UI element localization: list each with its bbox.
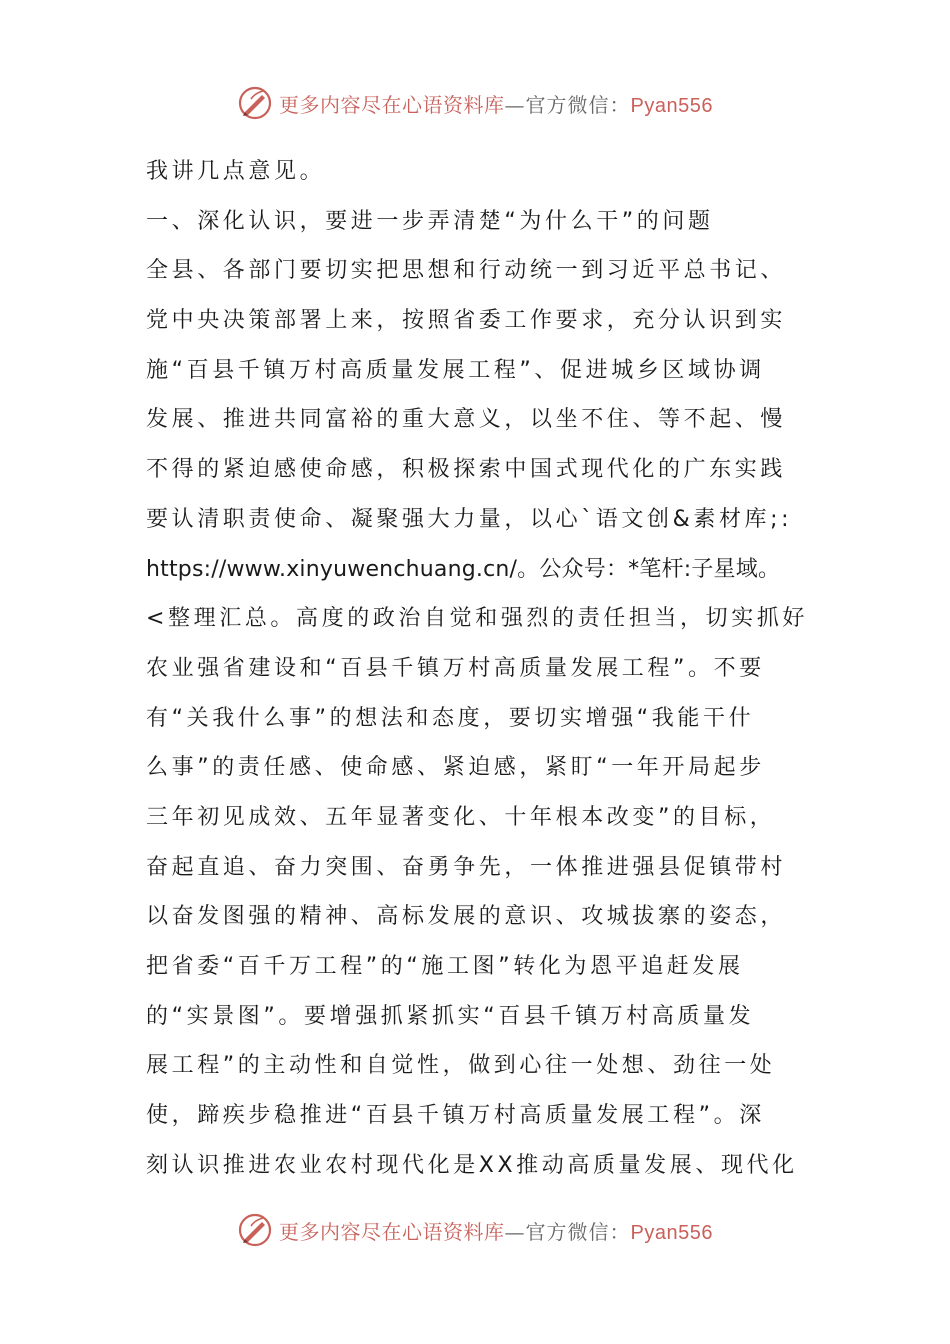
pen-logo-icon [237,85,273,121]
text-line: 有“关我什么事”的想法和态度，要切实增强“我能干什 [146,705,755,731]
text-line: 奋起直追、奋力突围、奋勇争先，一体推进强县促镇带村 [146,854,787,880]
text-line: <整理汇总。高度的政治自觉和强烈的责任担当，切实抓好 [146,606,809,632]
banner-text [279,1216,713,1245]
banner-wechat-id: Pyan556 [630,94,713,117]
text-line: 不得的紧迫感使命感，积极探索中国式现代化的广东实践 [146,457,787,483]
banner-wechat-id: Pyan556 [630,1221,713,1244]
text-line: 我讲几点意见。 [146,159,326,184]
text-line: 展工程”的主动性和自觉性，做到心往一处想、劲往一处 [146,1053,776,1079]
text-line: 发展、推进共同富裕的重大意义，以坐不住、等不起、慢 [146,407,787,433]
footer-banner [0,1205,950,1255]
text-line: 刻认识推进农业农村现代化是XX推动高质量发展、现代化 [146,1152,798,1178]
text-line: 全县、各部门要切实把思想和行动统一到习近平总书记、 [146,258,787,284]
text-line: 要认清职责使命、凝聚强大力量，以心`语文创&素材库;: [146,506,793,532]
text-line-url: https://www.xinyuwenchuang.cn/。公众号：*笔杆:子星域。 [146,556,781,582]
banner-main-text: 更多内容尽在心语资料库 [279,1219,505,1244]
text-line: 把省委“百千万工程”的“施工图”转化为恩平追赶发展 [146,954,744,979]
document-body [146,147,808,1190]
header-banner [0,78,950,128]
banner-text [279,89,713,118]
text-line: 三年初见成效、五年显著变化、十年根本改变”的目标， [146,804,776,830]
text-line: 么事”的责任感、使命感、紧迫感，紧盯“一年开局起步 [146,755,765,781]
text-line: 农业强省建设和“百县千镇万村高质量发展工程”。不要 [146,655,765,681]
banner-main-text: 更多内容尽在心语资料库 [279,92,505,117]
text-line: 以奋发图强的精神、高标发展的意识、攻城拔寨的姿态， [146,904,787,930]
banner-official-label: —官方微信： [504,92,631,117]
pen-logo-icon [237,1212,273,1248]
text-line: 的“实景图”。要增强抓紧抓实“百县千镇万村高质量发 [146,1003,755,1029]
text-line: 施“百县千镇万村高质量发展工程”、促进城乡区域协调 [146,357,765,383]
text-line: 党中央决策部署上来，按照省委工作要求，充分认识到实 [146,308,787,334]
section-heading: 一、深化认识，要进一步弄清楚“为什么干”的问题 [146,208,714,234]
text-line: 使，蹄疾步稳推进“百县千镇万村高质量发展工程”。深 [146,1103,765,1129]
banner-official-label: —官方微信： [504,1219,631,1244]
